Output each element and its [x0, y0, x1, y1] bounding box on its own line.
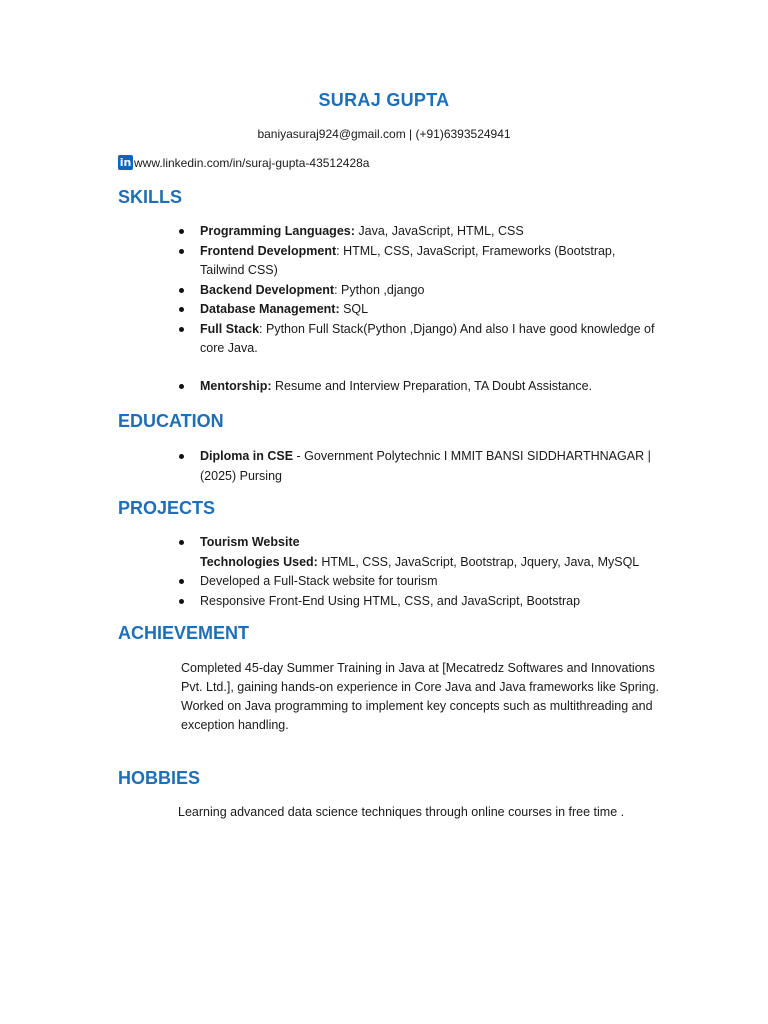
list-item: Developed a Full-Stack website for tourism — [200, 572, 660, 592]
skills-list — [200, 222, 660, 396]
linkedin-icon: in — [119, 156, 132, 169]
achievement-text — [181, 659, 661, 735]
list-item: Mentorship: Resume and Interview Preparation, TA Doubt Assistance. — [200, 377, 660, 397]
achievement-paragraph: Worked on Java programming to implement key concepts such as multithreading and exception handling. — [181, 699, 653, 732]
list-item: Programming Languages: Java, JavaScript, HTML, CSS — [200, 222, 660, 242]
list-item: Backend Development: Python ,django — [200, 281, 660, 301]
contact-line: baniyasuraj924@gmail.com | (+91)6393524941 — [257, 127, 511, 141]
linkedin-line — [118, 155, 369, 170]
section-title-hobbies: HOBBIES — [118, 768, 201, 788]
section-title-projects: PROJECTS — [118, 498, 216, 518]
list-item: Database Management: SQL — [200, 300, 660, 320]
list-item: Diploma in CSE - Government Polytechnic I MMIT BANSI SIDDHARTHNAGAR | (2025) Pursing — [200, 447, 660, 486]
list-item: Technologies Used: HTML, CSS, JavaScript, Bootstrap, Jquery, Java, MySQL — [200, 554, 640, 569]
list-item: Frontend Development: HTML, CSS, JavaScript, Frameworks (Bootstrap, Tailwind CSS) — [200, 242, 660, 281]
hobbies-text: Learning advanced data science techniques through online courses in free time . — [178, 805, 625, 819]
section-title-achievement: ACHIEVEMENT — [118, 623, 250, 643]
list-item: Full Stack: Python Full Stack(Python ,Django) And also I have good knowledge of core Java. — [200, 320, 660, 359]
achievement-paragraph: Completed 45-day Summer Training in Java at [Mecatredz Softwares and Innovations Pvt. Ltd.], gaining hands-on experience in Core Java and Java frameworks like Spring. — [181, 661, 660, 694]
section-title-education: EDUCATION — [118, 411, 224, 431]
projects-list — [200, 533, 660, 611]
candidate-name: SURAJ GUPTA — [318, 90, 450, 110]
section-title-skills: SKILLS — [118, 187, 183, 207]
linkedin-link[interactable]: www.linkedin.com/in/suraj-gupta-43512428a — [134, 155, 370, 170]
list-item: Responsive Front-End Using HTML, CSS, and JavaScript, Bootstrap — [200, 592, 660, 612]
list-item: Tourism Website — [200, 533, 660, 553]
education-list — [200, 447, 660, 486]
